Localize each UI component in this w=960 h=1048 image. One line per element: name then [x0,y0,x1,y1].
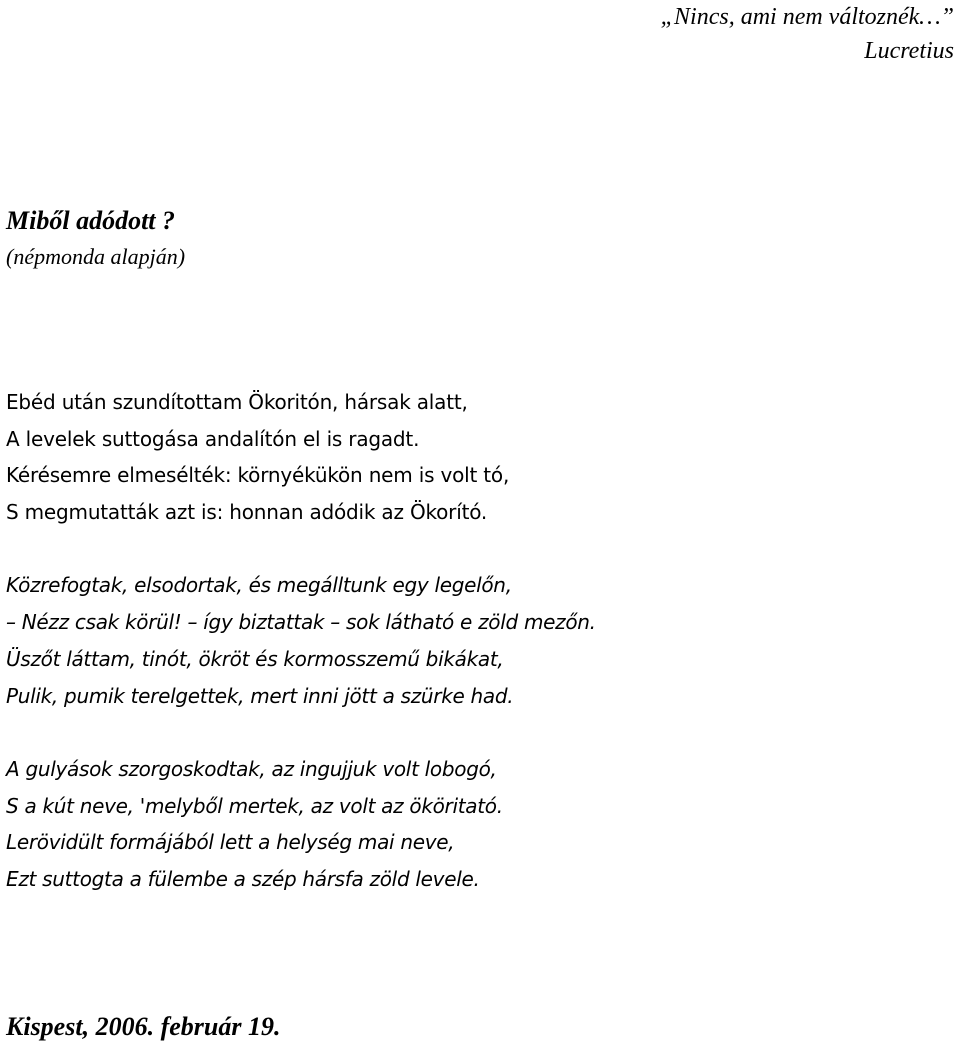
poem-heading [6,202,185,274]
stanza-2 [6,567,596,714]
poem-line: A levelek suttogása andalítón el is ragadt. [6,426,420,451]
poem-line: Kérésemre elmesélték: környékükön nem is volt tó, [6,463,510,488]
poem-line: – Nézz csak körül! – így biztattak – sok látható e zöld mezőn. [6,610,596,635]
signature-date: Kispest, 2006. február 19. [6,1012,281,1041]
poem-title: Miből adódott ? [6,206,176,235]
poem-line: S megmutatták azt is: honnan adódik az Ökorító. [6,500,488,525]
poem-body [6,384,596,898]
stanza-3 [6,751,596,898]
epigraph [661,0,954,68]
stanza-1 [6,384,596,531]
poem-line: Közrefogtak, elsodortak, és megálltunk egy legelőn, [6,573,512,598]
poem-line: S a kút neve, 'melyből mertek, az volt az ököritató. [6,793,503,818]
epigraph-author: Lucretius [864,38,954,64]
poem-subtitle: (népmonda alapján) [6,244,186,269]
poem-line: Üszőt láttam, tinót, ökröt és kormosszemű bikákat, [6,646,504,671]
poem-line: Pulik, pumik terelgettek, mert inni jött a szürke had. [6,683,514,708]
poem-line: A gulyások szorgoskodtak, az ingujjuk volt lobogó, [6,756,497,781]
epigraph-quote: „Nincs, ami nem változnék…” [660,4,954,30]
poem-line: Lerövidült formájából lett a helység mai neve, [6,830,455,855]
stanza-gap [6,531,596,568]
poem-line: Ezt suttogta a fülembe a szép hársfa zöld levele. [6,866,480,891]
poem-line: Ebéd után szundítottam Ökoritón, hársak alatt, [6,390,468,414]
stanza-gap [6,714,596,751]
